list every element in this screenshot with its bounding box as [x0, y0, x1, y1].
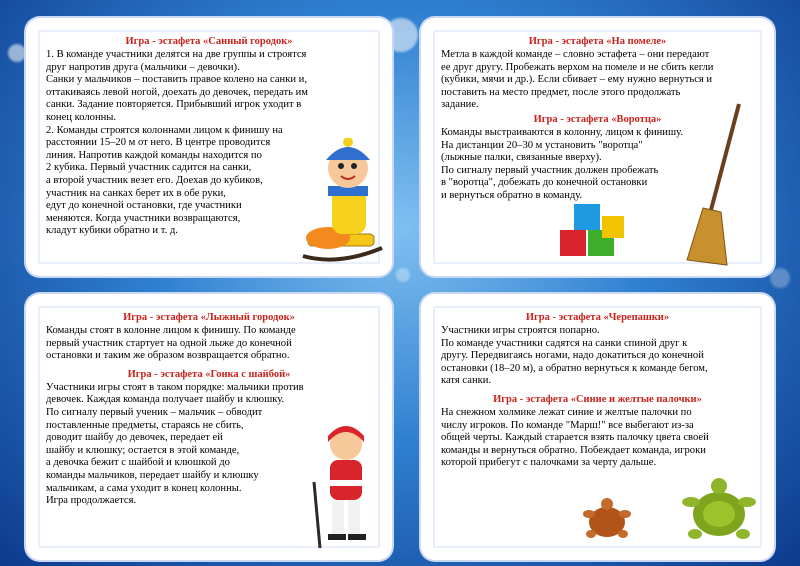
- card-title: Игра - эстафета «Черепашки»: [525, 312, 670, 323]
- card-title: Игра - эстафета «Лыжный городок»: [123, 312, 295, 323]
- card-text: Участники игры стоят в таком порядке: мальчики против девочек. Каждая команда получает шайбу и клюшку. По сигналу первый ученик – мальчик – обводит поставленные предметы, стараясь не сбить, доводит шайбу до девочек, передает ей шайбу и клюшку; остается в этой команде, а девочка бежит с шайбой и клюшкой до команды мальчиков, передает шайбу и клюшку мальчикам, а сама уходит в конец колонны. Игра продолжается.: [46, 381, 304, 507]
- toy-cubes-illustration: [556, 200, 636, 260]
- bokeh-light: [8, 44, 26, 62]
- card-title: Игра - эстафета «Воротца»: [533, 113, 662, 125]
- card-title: Игра - эстафета «На помеле»: [528, 36, 667, 47]
- card-title: Игра - эстафета «Санный городок»: [125, 36, 293, 47]
- card-broom-gates: [425, 22, 770, 272]
- card-text: 1. В команде участники делятся на две группы и строятся друг напротив друга (мальчики – девочки). Санки у мальчиков – поставить правое колено на санки и, оттакиваясь левой ногой, доехать до девочек, передать им санки. Задание повторяется. Прибывший игрок уходит в конец колонны. 2. Команды строятся колоннами лицом к финишу на расстоянии 15–20 м от него. В центре проводится линия. Напротив каждой команды находится по 2 кубика. Первый участник садится на санки, а второй участник везет его. Доехав до кубиков, участник на санках берет их в обе руки, едут до конечной остановки, где участники меняются. Когда участники возвращаются, кладут кубики обратно и т. д.: [46, 49, 308, 237]
- card-ski-hockey: [30, 298, 388, 556]
- bokeh-light: [384, 18, 418, 52]
- green-turtle-illustration: [681, 474, 757, 546]
- card-title: Игра - эстафета «Синие и желтые палочки»: [493, 393, 702, 405]
- card-text: Команды стоят в колонне лицом к финишу. По команде первый участник стартует на одной лыже до конечной остановки и таким же образом возвращается обратно.: [46, 325, 296, 362]
- hockey-player-illustration: [306, 422, 386, 552]
- broom-illustration: [681, 100, 745, 270]
- card-title: Игра - эстафета «Гонка с шайбой»: [127, 368, 291, 380]
- card-text: Участники игры строятся попарно. По команде участники садятся на санки спиной друг к другу. Передвигаясь ногами, надо докатиться до конечной остановки (18–20 м), а обратно вернуться к команде бегом, катя санки.: [441, 325, 708, 387]
- card-turtles-sticks: [425, 298, 770, 556]
- card-text: Команды выстраиваются в колонну, лицом к финишу. На дистанции 20–30 м установить "воротца" (лыжные палки, связанные вверху). По сигналу первый участник должен пробежать в "воротца", добежать до конечной остановки и вернуться обратно в команду.: [441, 126, 684, 201]
- child-on-sled-illustration: [298, 138, 386, 268]
- card-sled-town: [30, 22, 388, 272]
- card-text: На снежном холмике лежат синие и желтые палочки по числу игроков. По команде "Марш!" все выбегают из-за общей черты. Каждый старается взять палочку цвета своей команды и вернуться обратно. Побеждает команда, игроки которой прибегут с палочками за черту дальше.: [441, 406, 709, 469]
- brown-turtle-illustration: [581, 496, 633, 544]
- card-text: Метла в каждой команде – словно эстафета – они передают ее друг другу. Пробежать верхом на помеле и не сбить кегли (кубики, мячи и др.). Если сбивает – ему нужно вернуться и поставить на место предмет, после этого продолжать задание.: [441, 49, 714, 111]
- bokeh-light: [770, 268, 790, 288]
- bokeh-light: [396, 268, 410, 282]
